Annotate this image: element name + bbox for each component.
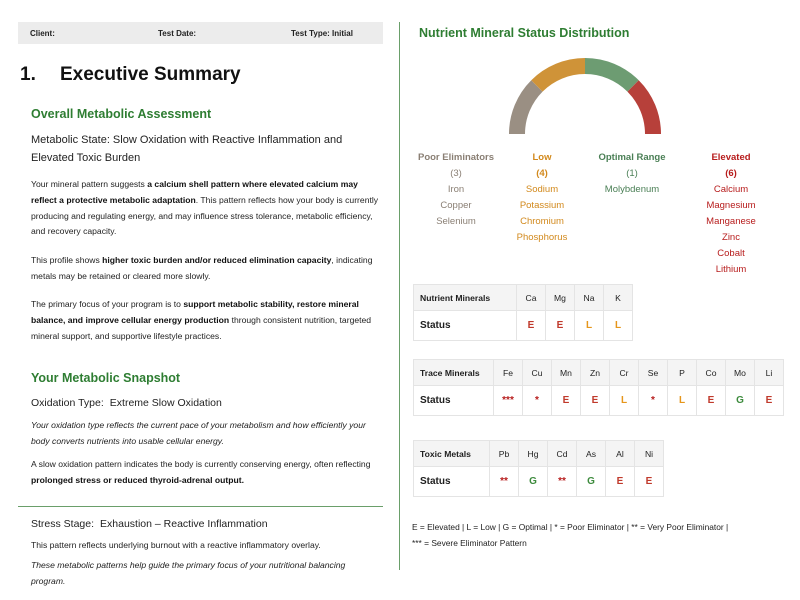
body-text: Your mineral pattern suggests — [31, 179, 148, 189]
body-text: . This pattern reflects how your body is currently producing and regulating energy, and may influence stress tolerance, metabolic efficiency, and recovery capacity. — [31, 194, 379, 237]
oxidation-type-row — [31, 397, 222, 409]
mineral-symbol: Se — [639, 360, 668, 386]
mineral-symbol: Ca — [517, 285, 546, 311]
mineral-symbol: Li — [755, 360, 784, 386]
test-date-label: Test Date: — [158, 29, 197, 38]
mineral-status: L — [575, 311, 604, 341]
mineral-status: E — [546, 311, 575, 341]
emphasis-text: support metabolic stability, restore mineral balance, and improve cellular energy production — [31, 299, 359, 325]
gauge-segment — [585, 66, 633, 86]
oxidation-type-value: Extreme Slow Oxidation — [109, 397, 222, 409]
stress-stage-label: Stress Stage: — [31, 518, 95, 530]
section-title-text: Executive Summary — [60, 64, 241, 85]
oxidation-type-label: Oxidation Type: — [31, 397, 104, 409]
mineral-status: G — [726, 386, 755, 416]
mineral-name: Zinc — [722, 232, 740, 243]
category-count: (3) — [450, 168, 462, 179]
mineral-symbol: Cr — [610, 360, 639, 386]
mineral-name: Lithium — [715, 264, 747, 275]
emphasis-text: higher toxic burden and/or reduced elimination capacity — [102, 255, 332, 265]
mineral-name: Potassium — [519, 200, 565, 211]
mineral-name: Sodium — [525, 184, 559, 195]
legend-line-1: E = Elevated | L = Low | G = Optimal | * = Poor Eliminator | ** = Very Poor Eliminator | — [412, 522, 729, 532]
test-type-label: Test Type: Initial — [291, 29, 353, 38]
mineral-name: Chromium — [520, 216, 564, 227]
mineral-symbol: Mn — [552, 360, 581, 386]
slow-oxidation-paragraph — [31, 457, 381, 489]
mineral-symbol: Hg — [519, 441, 548, 467]
mineral-status: E — [581, 386, 610, 416]
body-text: The primary focus of your program is to — [31, 299, 184, 309]
mineral-symbol: Cu — [523, 360, 552, 386]
mineral-name: Calcium — [713, 184, 749, 195]
mineral-symbol: P — [668, 360, 697, 386]
category-title: Poor Eliminators — [417, 152, 494, 163]
table-label: Nutrient Minerals — [414, 285, 517, 311]
assessment-paragraph-2 — [31, 253, 381, 285]
mineral-status: *** — [494, 386, 523, 416]
category-title: Optimal Range — [598, 152, 666, 163]
mineral-status: * — [523, 386, 552, 416]
mineral-status: G — [519, 467, 548, 497]
mineral-status: * — [639, 386, 668, 416]
oxidation-note: Your oxidation type reflects the current pace of your metabolism and how efficiently your body converts nutrients into usable cellular energy. — [31, 420, 366, 446]
mineral-symbol: Mo — [726, 360, 755, 386]
status-label: Status — [414, 386, 494, 416]
stress-stage-row — [31, 518, 268, 530]
assessment-paragraph-3 — [31, 297, 381, 344]
snapshot-heading: Your Metabolic Snapshot — [31, 371, 181, 385]
category-count: (4) — [536, 168, 548, 179]
mineral-symbol: Fe — [494, 360, 523, 386]
mineral-symbol: Ni — [635, 441, 664, 467]
mineral-name: Copper — [440, 200, 472, 211]
mineral-symbol: Cd — [548, 441, 577, 467]
client-header-bar — [18, 22, 383, 44]
mineral-status: E — [606, 467, 635, 497]
body-text: , indicating metals may be retained or cleared more slowly. — [31, 255, 373, 281]
mineral-status: G — [577, 467, 606, 497]
mineral-symbol: Mg — [546, 285, 575, 311]
status-label: Status — [414, 311, 517, 341]
section-number: 1. — [20, 64, 36, 85]
mineral-status: L — [604, 311, 633, 341]
status-category — [577, 150, 687, 198]
status-gauge — [480, 52, 690, 138]
category-count: (6) — [725, 168, 737, 179]
gauge-segment — [517, 86, 537, 134]
mineral-name: Molybdenum — [604, 184, 660, 195]
status-legend — [412, 519, 792, 551]
mineral-name: Cobalt — [717, 248, 745, 259]
mineral-status: E — [635, 467, 664, 497]
column-divider — [399, 22, 400, 570]
gauge-segment — [537, 66, 585, 86]
assessment-paragraph-1 — [31, 177, 381, 240]
metabolic-state: Metabolic State: Slow Oxidation with Reactive Inflammation and Elevated Toxic Burden — [31, 134, 343, 164]
mineral-name: Selenium — [436, 216, 476, 227]
mineral-name: Phosphorus — [516, 232, 568, 243]
footer-note: These metabolic patterns help guide the primary focus of your nutritional balancing program. — [31, 560, 346, 586]
nutrient-minerals-table — [413, 284, 633, 341]
body-text: through consistent nutrition, targeted mineral support, and supportive lifestyle practices. — [31, 314, 372, 341]
mineral-name: Manganese — [706, 216, 756, 227]
emphasis-text: prolonged stress or reduced thyroid-adrenal output. — [31, 474, 244, 485]
legend-line-2: *** = Severe Eliminator Pattern — [412, 538, 527, 548]
mineral-status: E — [755, 386, 784, 416]
assessment-heading: Overall Metabolic Assessment — [31, 107, 212, 121]
mineral-name: Magnesium — [706, 200, 756, 211]
mineral-name: Iron — [447, 184, 465, 195]
mineral-symbol: Pb — [490, 441, 519, 467]
mineral-symbol: As — [577, 441, 606, 467]
table-label: Trace Minerals — [414, 360, 494, 386]
body-text: This profile shows — [31, 255, 103, 265]
table-label: Toxic Metals — [414, 441, 490, 467]
gauge-segment — [633, 86, 653, 134]
stress-stage-value: Exhaustion – Reactive Inflammation — [100, 518, 268, 530]
section-title — [20, 64, 241, 86]
distribution-title: Nutrient Mineral Status Distribution — [419, 26, 630, 40]
mineral-status: E — [697, 386, 726, 416]
section-divider — [18, 506, 383, 507]
emphasis-text: a calcium shell pattern where elevated calcium may reflect a protective metabolic adaptation — [31, 179, 358, 205]
trace-minerals-table — [413, 359, 784, 416]
body-text: A slow oxidation pattern indicates the body is currently conserving energy, often reflecting — [31, 459, 371, 469]
mineral-status: E — [517, 311, 546, 341]
status-category — [676, 150, 786, 278]
category-count: (1) — [626, 168, 638, 179]
mineral-status: ** — [490, 467, 519, 497]
mineral-status: ** — [548, 467, 577, 497]
mineral-status: L — [668, 386, 697, 416]
mineral-status: E — [552, 386, 581, 416]
category-title: Elevated — [711, 152, 751, 163]
mineral-symbol: K — [604, 285, 633, 311]
stress-note: This pattern reflects underlying burnout with a reactive inflammatory overlay. — [31, 540, 321, 550]
mineral-symbol: Na — [575, 285, 604, 311]
mineral-symbol: Co — [697, 360, 726, 386]
category-title: Low — [532, 152, 552, 163]
mineral-symbol: Al — [606, 441, 635, 467]
status-label: Status — [414, 467, 490, 497]
client-label: Client: — [30, 29, 55, 38]
mineral-status: L — [610, 386, 639, 416]
toxic-metals-table — [413, 440, 664, 497]
mineral-symbol: Zn — [581, 360, 610, 386]
